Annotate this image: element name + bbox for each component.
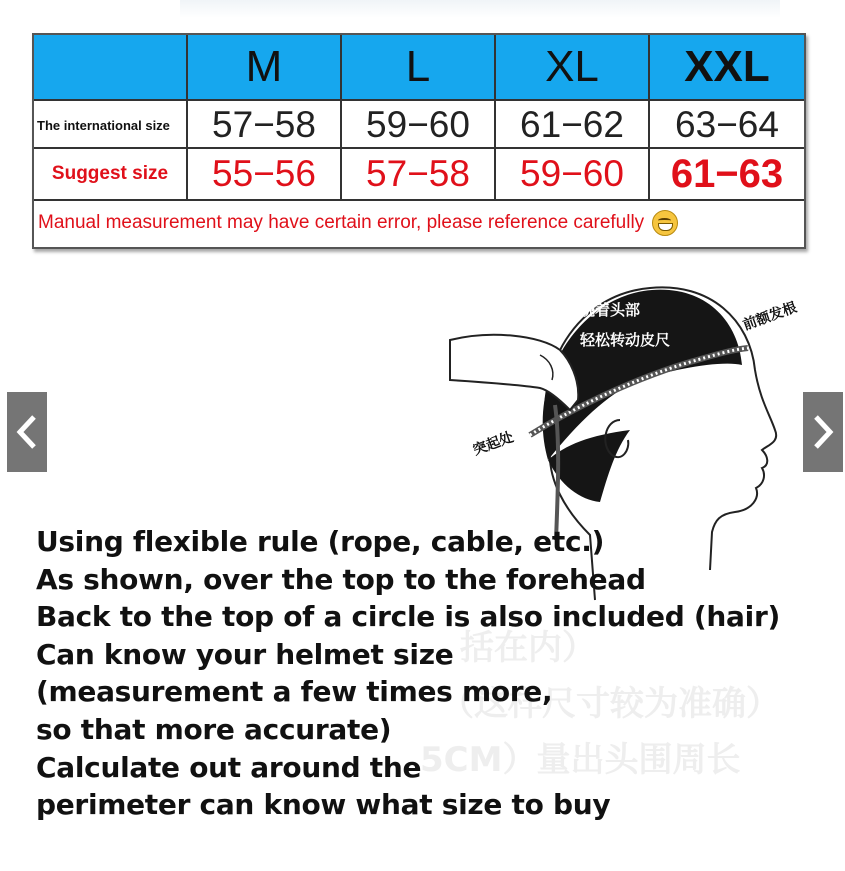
top-fade [180, 0, 780, 18]
faded-text-line-2: （这样尺寸较为准确） [440, 684, 780, 724]
instruction-line-3: Back to the top of a circle is also included (hair) [36, 600, 780, 634]
size-m-label: M [245, 42, 283, 91]
international-value-l: 59−60 [366, 104, 470, 145]
size-header-row [34, 35, 804, 99]
instruction-line-5: (measurement a few times more, [36, 675, 553, 709]
chevron-left-icon [16, 414, 38, 450]
header-empty-cell [34, 35, 188, 99]
suggest-value-xl: 59−60 [520, 153, 624, 194]
size-xxl-label: XXL [684, 42, 770, 91]
label-around-head: 绕着头部 [580, 301, 641, 319]
international-value-xl: 61−62 [520, 104, 624, 145]
suggest-value-m: 55−56 [212, 153, 316, 194]
international-size-label: The international size [34, 101, 188, 149]
international-value-xxl: 63−64 [675, 104, 779, 145]
measurement-note [34, 199, 804, 245]
measurement-instructions [36, 523, 780, 824]
instruction-line-8: perimeter can know what size to buy [36, 788, 611, 822]
suggest-size-label: Suggest size [34, 149, 188, 199]
size-xl-label: XL [545, 42, 599, 91]
faded-text-line-3: 5CM）量出头围周长 [420, 740, 741, 780]
instruction-line-6: so that more accurate) [36, 712, 392, 746]
instruction-line-1: Using flexible rule (rope, cable, etc.) [36, 525, 605, 558]
instruction-line-2: As shown, over the top to the forehead [36, 562, 646, 596]
faded-text-line-1: 括在内） [460, 628, 596, 668]
size-chart-table [32, 33, 806, 249]
size-l-label: L [405, 42, 431, 91]
suggest-value-xxl: 61−63 [670, 151, 784, 196]
international-value-m: 57−58 [212, 104, 316, 145]
grinning-emoji-icon [652, 210, 678, 236]
instruction-line-7: Calculate out around the [36, 750, 422, 784]
suggest-value-l: 57−58 [366, 153, 470, 194]
label-forehead-hairline: 前额发根 [740, 299, 799, 334]
previous-image-button[interactable] [7, 392, 47, 472]
instruction-line-4: Can know your helmet size [36, 637, 454, 671]
international-size-row [34, 99, 804, 149]
measurement-note-text: Manual measurement may have certain error, please reference carefully [38, 212, 645, 233]
suggest-size-row [34, 147, 804, 199]
label-rotate-tape: 轻松转动皮尺 [580, 331, 671, 349]
label-back-bump: 突起处 [470, 429, 516, 459]
